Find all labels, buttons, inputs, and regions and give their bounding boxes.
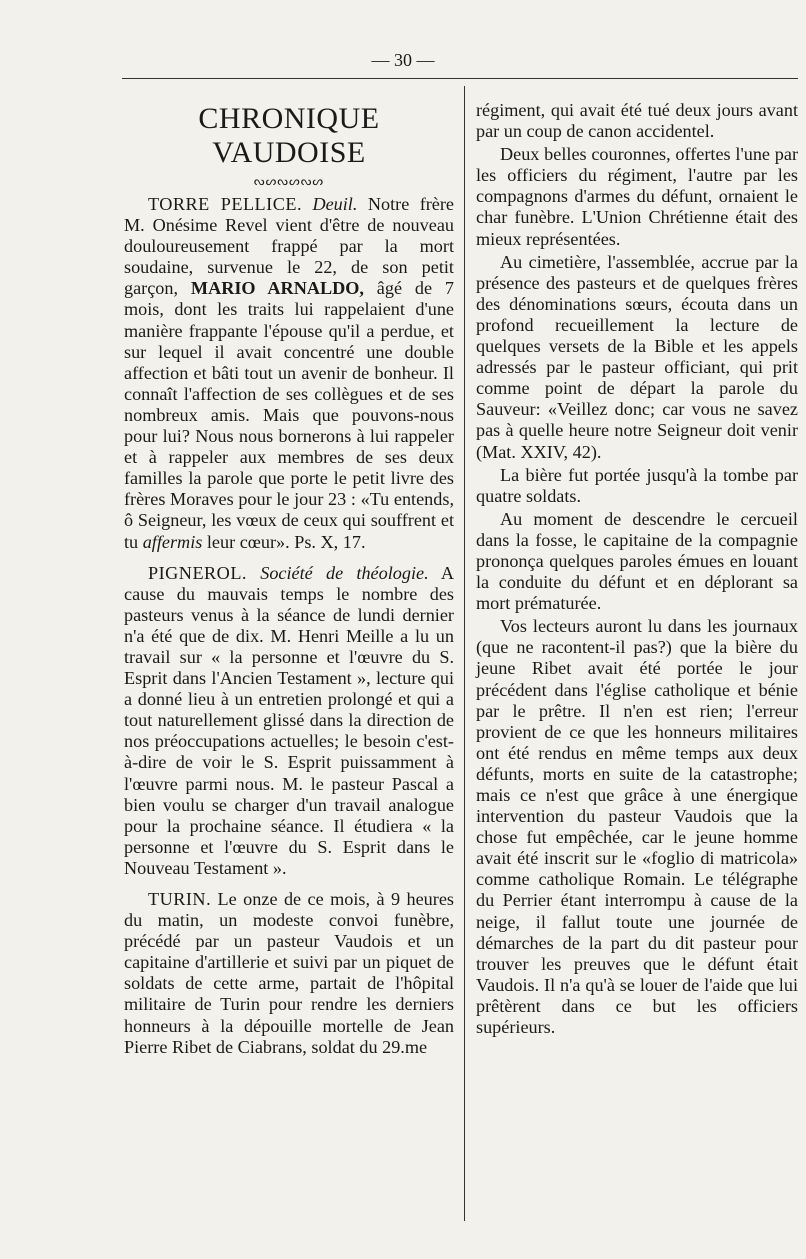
topic-deuil: Deuil. <box>312 194 358 214</box>
torre-pellice-paragraph <box>124 194 454 553</box>
place-turin: TURIN. <box>148 889 212 909</box>
child-name: MARIO ARNALDO, <box>190 278 364 299</box>
word-affermis: affermis <box>142 531 203 552</box>
torre-text-3: leur cœur». Ps. X, 17. <box>202 531 366 552</box>
torre-text-2: âgé de 7 mois, dont les traits lui rappelaient d'une manière frappante l'épouse qu'il a perdue, et sur lequel il avait concentré une double affection et bâti tout un avenir de bonheur. Il connaît l'affection de ses collègues et de ses nombreux amis. Mais que pouvons-nous pour lui? Nous nous bornerons à lui rappeler et à rappeler aux membres de ses deux familles la parole que porte le petit livre des frères Moraves pour le jour 23 : «Tu entends, ô Seigneur, les vœux de ceux qui souffrent et tu <box>124 278 455 552</box>
place-pignerol: PIGNEROL. <box>148 562 247 583</box>
paragraph-regiment: régiment, qui avait été tué deux jours avant par un coup de canon accidentel. <box>476 100 798 142</box>
header-rule <box>122 78 798 79</box>
left-column <box>124 96 454 1058</box>
turin-text: Le onze de ce mois, à 9 heures du matin, un modeste convoi funèbre, précédé par un pasteur Vaudois et un capitaine d'artillerie et suivi par un piquet de soldats de cette arme, partait de l'hôpital militaire de Turin pour rendre les derniers honneurs à la dépouille mortelle de Jean Pierre Ribet de Ciabrans, soldat du 29.me <box>124 889 454 1057</box>
section-title: CHRONIQUE VAUDOISE <box>198 102 380 169</box>
pignerol-text: A cause du mauvais temps le nombre des pasteurs venus à la séance de lundi dernier n'a été que de dix. M. Henri Meille a lu un travail sur « la personne et l'œuvre du S. Esprit dans l'Ancien Testament », lecture qui a donné lieu à un entretien prolongé et qui a tout naturellement glissé dans la direction de nos préoccupations actuelles; le besoin c'est-à-dire de voir le S. Esprit puissamment à l'œuvre parmi nous. M. le pasteur Pascal a bien voulu se charger d'un travail analogue pour la prochaine séance. Il étudiera « la personne et l'œuvre du S. Esprit dans le Nouveau Testament ». <box>124 562 454 878</box>
torre-text-1: Notre frère M. Onésime Revel vient d'être de nouveau douloureusement frappé par la mort soudaine, survenue le 22, de son petit garçon, <box>124 194 455 299</box>
paragraph-cercueil: Au moment de descendre le cercueil dans la fosse, le capitaine de la compagnie prononça quelques paroles émues en louant la conduite du défunt et en déplorant sa mort prématurée. <box>476 508 798 614</box>
right-column <box>476 100 798 1038</box>
place-torre-pellice: TORRE PELLICE. <box>148 194 303 214</box>
paragraph-lecteurs: Vos lecteurs auront lu dans les journaux (que ne racontent-il pas?) que la bière du jeune Ribet avait été portée le jour précédent dans l'église catholique et bénie par le prêtre. Il n'en est rien; l'erreur provient de ce que les honneurs militaires ont été rendus en même temps aux deux défunts, morts en suite de la catastrophe; mais ce n'est que grâce à une énergique intervention du pasteur Vaudois que la chose fut empêchée, car le jeune homme avait été inscrit sur le «foglio di matricola» comme catholique Romain. Le télégraphe du Perrier étant interrompu à cause de la neige, il fallut toute une journée de démarches de la part du dit pasteur pour trouver les preuves que le défunt était Vaudois. Il n'a qu'à se louer de l'aide que lui prêtèrent dans ce but les officiers supérieurs. <box>476 616 798 1038</box>
topic-societe: Société de théologie. <box>260 562 429 583</box>
column-divider <box>464 86 465 1221</box>
title-ornament: ᔓᔕᔓᔕᔓᔕ <box>253 174 325 188</box>
paragraph-biere: La bière fut portée jusqu'à la tombe par quatre soldats. <box>476 464 798 506</box>
page-number: — 30 — <box>371 50 435 70</box>
paragraph-cimetiere: Au cimetière, l'assemblée, accrue par la présence des pasteurs et de quelques frères des dénominations sœurs, écouta dans un profond recueillement la lecture de quelques versets de la Bible et les appels adressés par le pasteur officiant, qui prit comme point de départ la parole du Sauveur: «Veillez donc; car vous ne savez pas à quelle heure notre Seigneur doit venir (Mat. XXIV, 42). <box>476 251 798 462</box>
paragraph-couronnes: Deux belles couronnes, offertes l'une par les officiers du régiment, l'autre par les compagnons d'armes du défunt, ornaient le char funèbre. L'Union Chrétienne était des mieux représentées. <box>476 144 798 249</box>
pignerol-paragraph <box>124 563 454 879</box>
turin-paragraph <box>124 889 454 1058</box>
